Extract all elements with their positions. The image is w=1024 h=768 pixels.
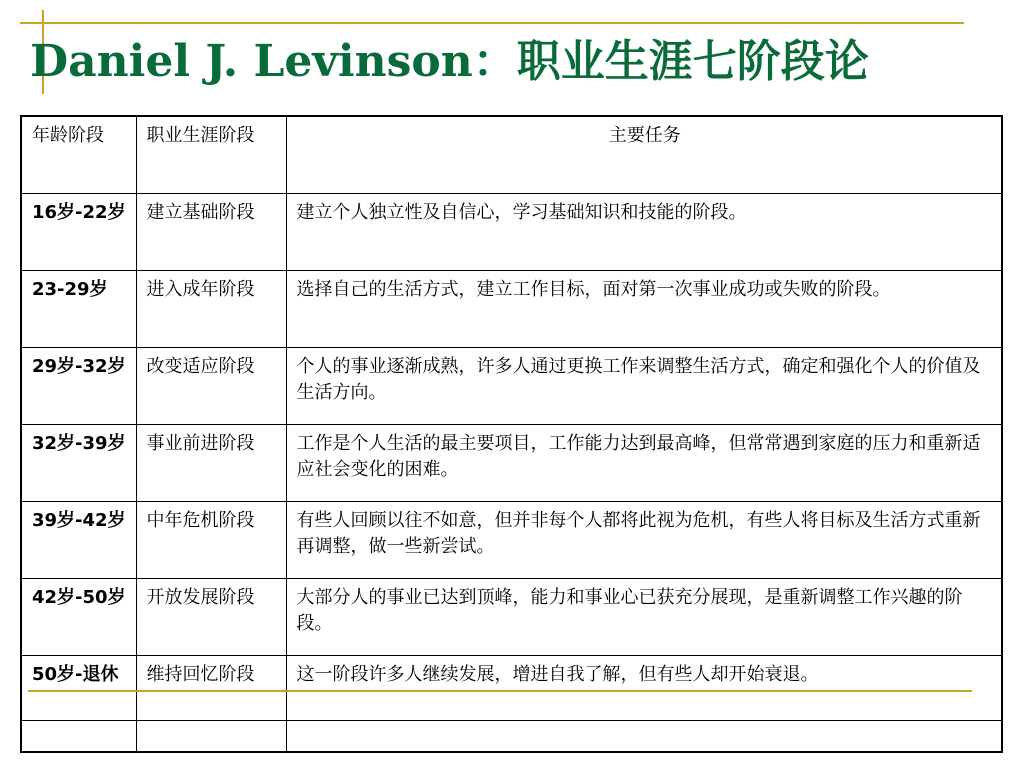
stage-cell: 中年危机阶段 — [136, 502, 286, 579]
table-row — [21, 425, 1002, 502]
age-cell: 23-29岁 — [21, 271, 136, 348]
table-row — [21, 502, 1002, 579]
header-task: 主要任务 — [286, 116, 1002, 194]
age-cell: 42岁-50岁 — [21, 579, 136, 656]
age-cell: 39岁-42岁 — [21, 502, 136, 579]
age-cell: 32岁-39岁 — [21, 425, 136, 502]
slide-title: Daniel J. Levinson：职业生涯七阶段论 — [30, 36, 869, 87]
decorative-top-line — [20, 22, 964, 24]
table-row — [21, 194, 1002, 271]
task-cell: 个人的事业逐渐成熟，许多人通过更换工作来调整生活方式，确定和强化个人的价值及生活方向。 — [286, 348, 1002, 425]
stage-cell: 建立基础阶段 — [136, 194, 286, 271]
header-stage: 职业生涯阶段 — [136, 116, 286, 194]
task-cell: 大部分人的事业已达到顶峰，能力和事业心已获充分展现，是重新调整工作兴趣的阶段。 — [286, 579, 1002, 656]
empty-cell — [136, 721, 286, 753]
table-header-row — [21, 116, 1002, 194]
stage-cell: 维持回忆阶段 — [136, 656, 286, 721]
table-row — [21, 348, 1002, 425]
task-cell: 选择自己的生活方式，建立工作目标，面对第一次事业成功或失败的阶段。 — [286, 271, 1002, 348]
career-stages-table — [20, 115, 1003, 753]
stage-cell: 事业前进阶段 — [136, 425, 286, 502]
table-row — [21, 579, 1002, 656]
header-age: 年龄阶段 — [21, 116, 136, 194]
stage-cell: 开放发展阶段 — [136, 579, 286, 656]
table-row — [21, 271, 1002, 348]
table-empty-row — [21, 721, 1002, 753]
task-cell: 建立个人独立性及自信心，学习基础知识和技能的阶段。 — [286, 194, 1002, 271]
task-cell: 有些人回顾以往不如意，但并非每个人都将此视为危机，有些人将目标及生活方式重新再调整，做一些新尝试。 — [286, 502, 1002, 579]
empty-cell — [21, 721, 136, 753]
age-cell: 29岁-32岁 — [21, 348, 136, 425]
decorative-bottom-line — [28, 690, 972, 692]
task-cell: 工作是个人生活的最主要项目，工作能力达到最高峰，但常常遇到家庭的压力和重新适应社会变化的困难。 — [286, 425, 1002, 502]
empty-cell — [286, 721, 1002, 753]
table-row — [21, 656, 1002, 721]
age-cell: 50岁-退休 — [21, 656, 136, 721]
age-cell: 16岁-22岁 — [21, 194, 136, 271]
stage-cell: 改变适应阶段 — [136, 348, 286, 425]
task-cell: 这一阶段许多人继续发展，增进自我了解，但有些人却开始衰退。 — [286, 656, 1002, 721]
stage-cell: 进入成年阶段 — [136, 271, 286, 348]
